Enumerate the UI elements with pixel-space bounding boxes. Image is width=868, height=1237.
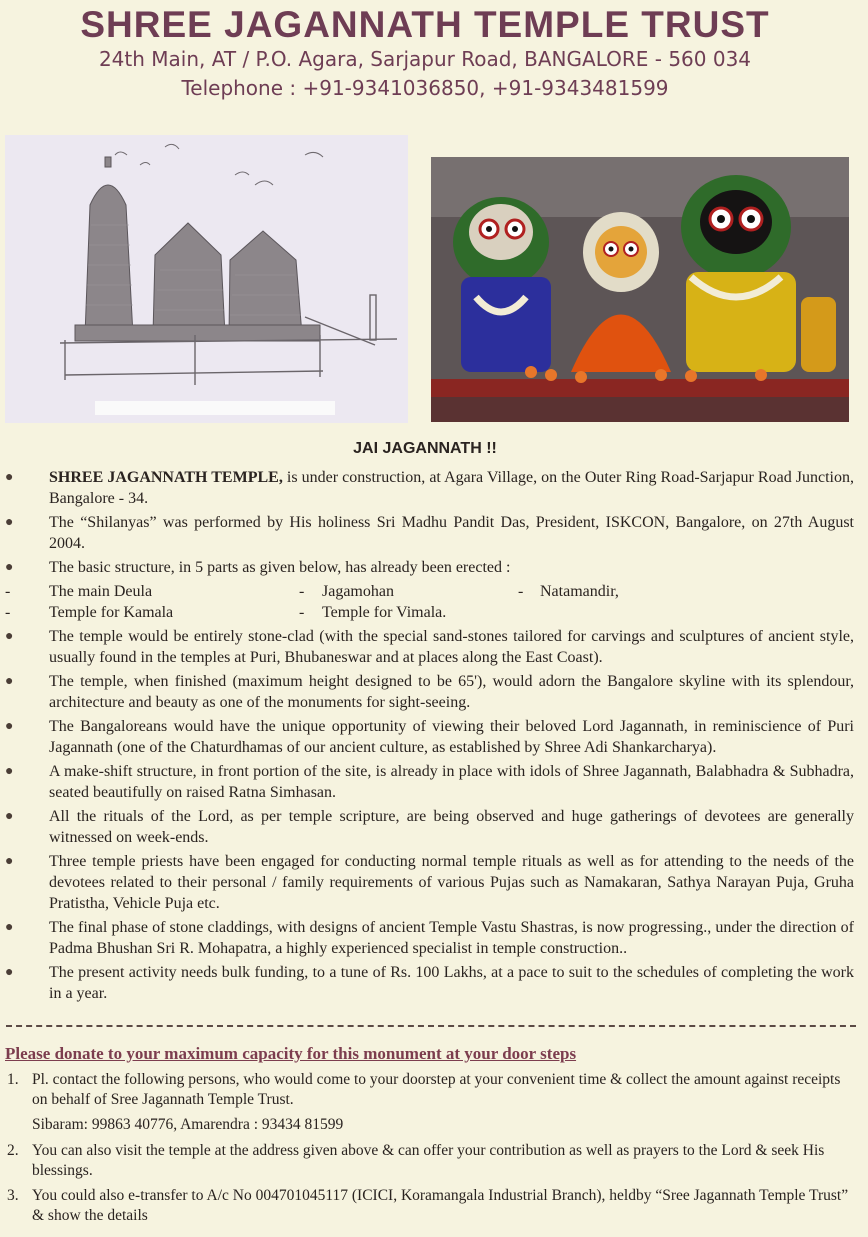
list-item-text: The final phase of stone claddings, with designs of ancient Temple Vastu Shastras, is now progressing., under the direction of Padma Bhushan Sri R. Mohapatra, a highly experienced specialist in temple construction.. <box>49 919 854 957</box>
dash-icon: - <box>5 604 11 621</box>
part-label: The main Deula <box>49 583 153 600</box>
step-number: 3. <box>7 1187 19 1204</box>
list-item <box>0 626 868 668</box>
bullet-icon: ● <box>5 470 14 485</box>
list-item <box>0 467 868 509</box>
list-item-text: is under construction, at Agara Village, on the Outer Ring Road-Sarjapur Road Junction, Bangalore - 34. <box>49 469 854 507</box>
dash-icon: - <box>5 583 11 600</box>
structure-parts-row <box>0 581 868 602</box>
jai-jagannath-heading: JAI JAGANNATH !! <box>353 440 497 457</box>
bullet-icon: ● <box>5 719 14 734</box>
dash-icon: - <box>299 583 305 600</box>
structure-parts-row <box>0 602 868 623</box>
trust-telephone: Telephone : +91-9341036850, +91-9343481599 <box>181 76 669 100</box>
list-item <box>0 851 868 914</box>
bullet-icon: ● <box>5 764 14 779</box>
donation-steps-list <box>0 1070 868 1231</box>
trust-title: SHREE JAGANNATH TEMPLE TRUST <box>80 4 770 45</box>
bullet-icon: ● <box>5 560 14 575</box>
part-label: Temple for Vimala. <box>322 604 447 621</box>
list-item-text: The “Shilanyas” was performed by His holiness Sri Madhu Pandit Das, President, ISKCON, Bangalore, on 27th August 2004. <box>49 514 854 552</box>
temple-sketch-drawing <box>5 135 408 423</box>
temple-sketch-image <box>5 135 408 423</box>
deities-photo <box>431 157 849 422</box>
bullet-icon: ● <box>5 515 14 530</box>
list-item <box>0 806 868 848</box>
deities-photo-drawing <box>431 157 849 422</box>
bullet-icon: ● <box>5 854 14 869</box>
list-item <box>0 512 868 554</box>
step-number: 1. <box>7 1071 19 1088</box>
list-item-text: The Bangaloreans would have the unique opportunity of viewing their beloved Lord Jagannath, in reminiscience of Puri Jagannath (one of the Chaturdhamas of our ancient culture, as established by Shree Adi Shankarcharya). <box>49 718 854 756</box>
temple-name-lead: SHREE JAGANNATH TEMPLE, <box>49 469 283 486</box>
dash-icon: - <box>518 583 524 600</box>
donate-appeal-heading: Please donate to your maximum capacity for this monument at your door steps <box>5 1044 577 1063</box>
contact-persons: Sibaram: 99863 40776, Amarendra : 93434 81599 <box>32 1116 344 1133</box>
list-item <box>0 962 868 1004</box>
list-item <box>0 761 868 803</box>
bullet-icon: ● <box>5 674 14 689</box>
bullet-icon: ● <box>5 629 14 644</box>
list-item-text: A make-shift structure, in front portion of the site, is already in place with idols of Shree Jagannath, Balabhadra & Subhadra, seated beautifully on raised Ratna Simhasan. <box>49 763 854 801</box>
list-item <box>0 557 868 578</box>
step-text: You can also visit the temple at the address given above & can offer your contribution as well as prayers to the Lord & seek His blessings. <box>32 1142 825 1179</box>
part-label: Temple for Kamala <box>49 604 174 621</box>
step-text: Pl. contact the following persons, who would come to your doorstep at your convenient time & collect the amount against receipts on behalf of Sree Jagannath Temple Trust. <box>32 1071 841 1108</box>
step-text: You could also e-transfer to A/c No 004701045117 (ICICI, Koramangala Industrial Branch), heldby “Sree Jagannath Temple Trust” & show the details <box>32 1187 849 1224</box>
dash-icon: - <box>299 604 305 621</box>
list-item-text: The temple would be entirely stone-clad (with the special sand-stones tailored for carvings and sculptures of ancient style, usually found in the temples at Puri, Bhubaneswar and at places along the East Coast). <box>49 628 854 666</box>
list-item-text: All the rituals of the Lord, as per temple scripture, are being observed and huge gatherings of devotees are generally witnessed on week-ends. <box>49 808 854 846</box>
list-item-text: The temple, when finished (maximum height designed to be 65'), would adorn the Bangalore skyline with its splendour, architecture and beauty as one of the monuments for sight-seeing. <box>49 673 854 711</box>
part-label: Natamandir, <box>540 583 619 600</box>
bullet-icon: ● <box>5 920 14 935</box>
list-item <box>0 716 868 758</box>
part-label: Jagamohan <box>322 583 394 600</box>
list-item <box>0 671 868 713</box>
list-item <box>0 1186 868 1226</box>
trust-address: 24th Main, AT / P.O. Agara, Sarjapur Road, BANGALORE - 560 034 <box>98 47 752 71</box>
temple-info-list <box>0 467 868 1007</box>
list-item-text: The present activity needs bulk funding, to a tune of Rs. 100 Lakhs, at a pace to suit to the schedules of completing the work in a year. <box>49 964 854 1002</box>
bullet-icon: ● <box>5 965 14 980</box>
list-item-text: The basic structure, in 5 parts as given below, has already been erected : <box>49 559 511 576</box>
step-number: 2. <box>7 1142 19 1159</box>
list-item <box>0 1141 868 1181</box>
list-item <box>0 917 868 959</box>
list-item-text: Three temple priests have been engaged for conducting normal temple rituals as well as for attending to the needs of the devotees related to their personal / family requirements of various Pujas such as Namakaran, Sathya Narayan Puja, Gruha Pratistha, Vehicle Puja etc. <box>49 853 854 912</box>
dashed-divider <box>6 1025 856 1027</box>
bullet-icon: ● <box>5 809 14 824</box>
list-item <box>0 1070 868 1110</box>
